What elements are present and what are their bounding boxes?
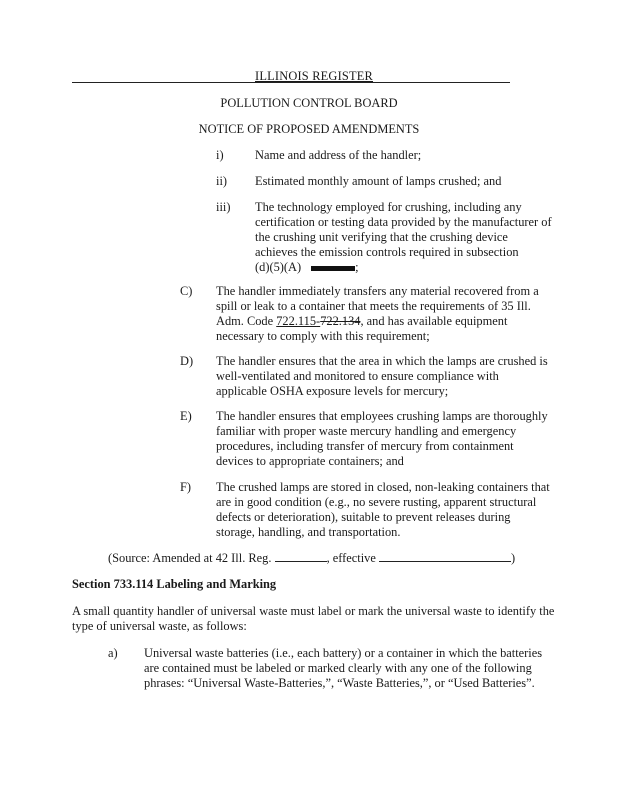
item-label: C) — [180, 284, 193, 298]
item-text: devices to appropriate containers; and — [216, 454, 404, 468]
item-text-amended: Adm. Code 722.115-722.134, and has available equipment — [216, 314, 508, 328]
item-text: defects or deterioration), suitable to prevent releases during — [216, 510, 511, 524]
item-text: familiar with proper waste mercury handling and emergency — [216, 424, 517, 438]
sub-item-text: Estimated monthly amount of lamps crushed; and — [255, 174, 502, 188]
item-text: The handler ensures that the area in which the lamps are crushed is — [216, 354, 548, 368]
item-text: necessary to comply with this requirement; — [216, 329, 430, 343]
item-text: applicable OSHA exposure levels for mercury; — [216, 384, 449, 398]
subsection-text: are contained must be labeled or marked clearly with any one of the following — [144, 661, 532, 675]
item-label: E) — [180, 409, 192, 423]
sub-item-label: iii) — [216, 200, 231, 214]
sub-item-text: Name and address of the handler; — [255, 148, 422, 162]
sub-item-text: The technology employed for crushing, including any — [255, 200, 522, 214]
sub-item-label: i) — [216, 148, 224, 162]
item-text: The handler ensures that employees crushing lamps are thoroughly — [216, 409, 548, 423]
reg-blank — [275, 551, 327, 562]
register-title: ILLINOIS REGISTER — [255, 69, 374, 83]
redaction-mark — [311, 266, 355, 271]
item-text: are in good condition (e.g., no severe rusting, apparent structural — [216, 495, 537, 509]
sub-item-text: certification or testing data provided by the manufacturer of — [255, 215, 552, 229]
sub-item-text: achieves the emission controls required in subsection — [255, 245, 519, 259]
item-label: F) — [180, 480, 192, 494]
sub-item-text-last: (d)(5)(A) ; — [255, 260, 359, 274]
section-intro: type of universal waste, as follows: — [72, 619, 247, 633]
board-name: POLLUTION CONTROL BOARD — [220, 96, 398, 110]
item-text: spill or leak to a container that meets the requirements of 35 Ill. — [216, 299, 531, 313]
section-intro: A small quantity handler of universal waste must label or mark the universal waste to identify the — [72, 604, 555, 618]
source-note: (Source: Amended at 42 Ill. Reg. , effective ) — [108, 551, 516, 565]
notice-title: NOTICE OF PROPOSED AMENDMENTS — [198, 122, 420, 136]
subsection-text: Universal waste batteries (i.e., each battery) or a container in which the batteries — [144, 646, 543, 660]
item-label: D) — [180, 354, 194, 368]
inserted-text: 722.115 — [276, 314, 317, 328]
sub-item-label: ii) — [216, 174, 228, 188]
item-text: procedures, including transfer of mercury from containment — [216, 439, 514, 453]
deleted-text: 722.134 — [320, 314, 361, 328]
subsection-text: phrases: “Universal Waste-Batteries,”, “Waste Batteries,”, or “Used Batteries”. — [144, 676, 535, 690]
section-heading: Section 733.114 Labeling and Marking — [72, 577, 277, 591]
sub-item-text: the crushing unit verifying that the crushing device — [255, 230, 508, 244]
item-text: storage, handling, and transportation. — [216, 525, 401, 539]
effective-blank — [379, 551, 511, 562]
item-text: The crushed lamps are stored in closed, non-leaking containers that — [216, 480, 550, 494]
subsection-label: a) — [108, 646, 118, 660]
item-text: The handler immediately transfers any material recovered from a — [216, 284, 539, 298]
item-text: well-ventilated and monitored to ensure compliance with — [216, 369, 499, 383]
